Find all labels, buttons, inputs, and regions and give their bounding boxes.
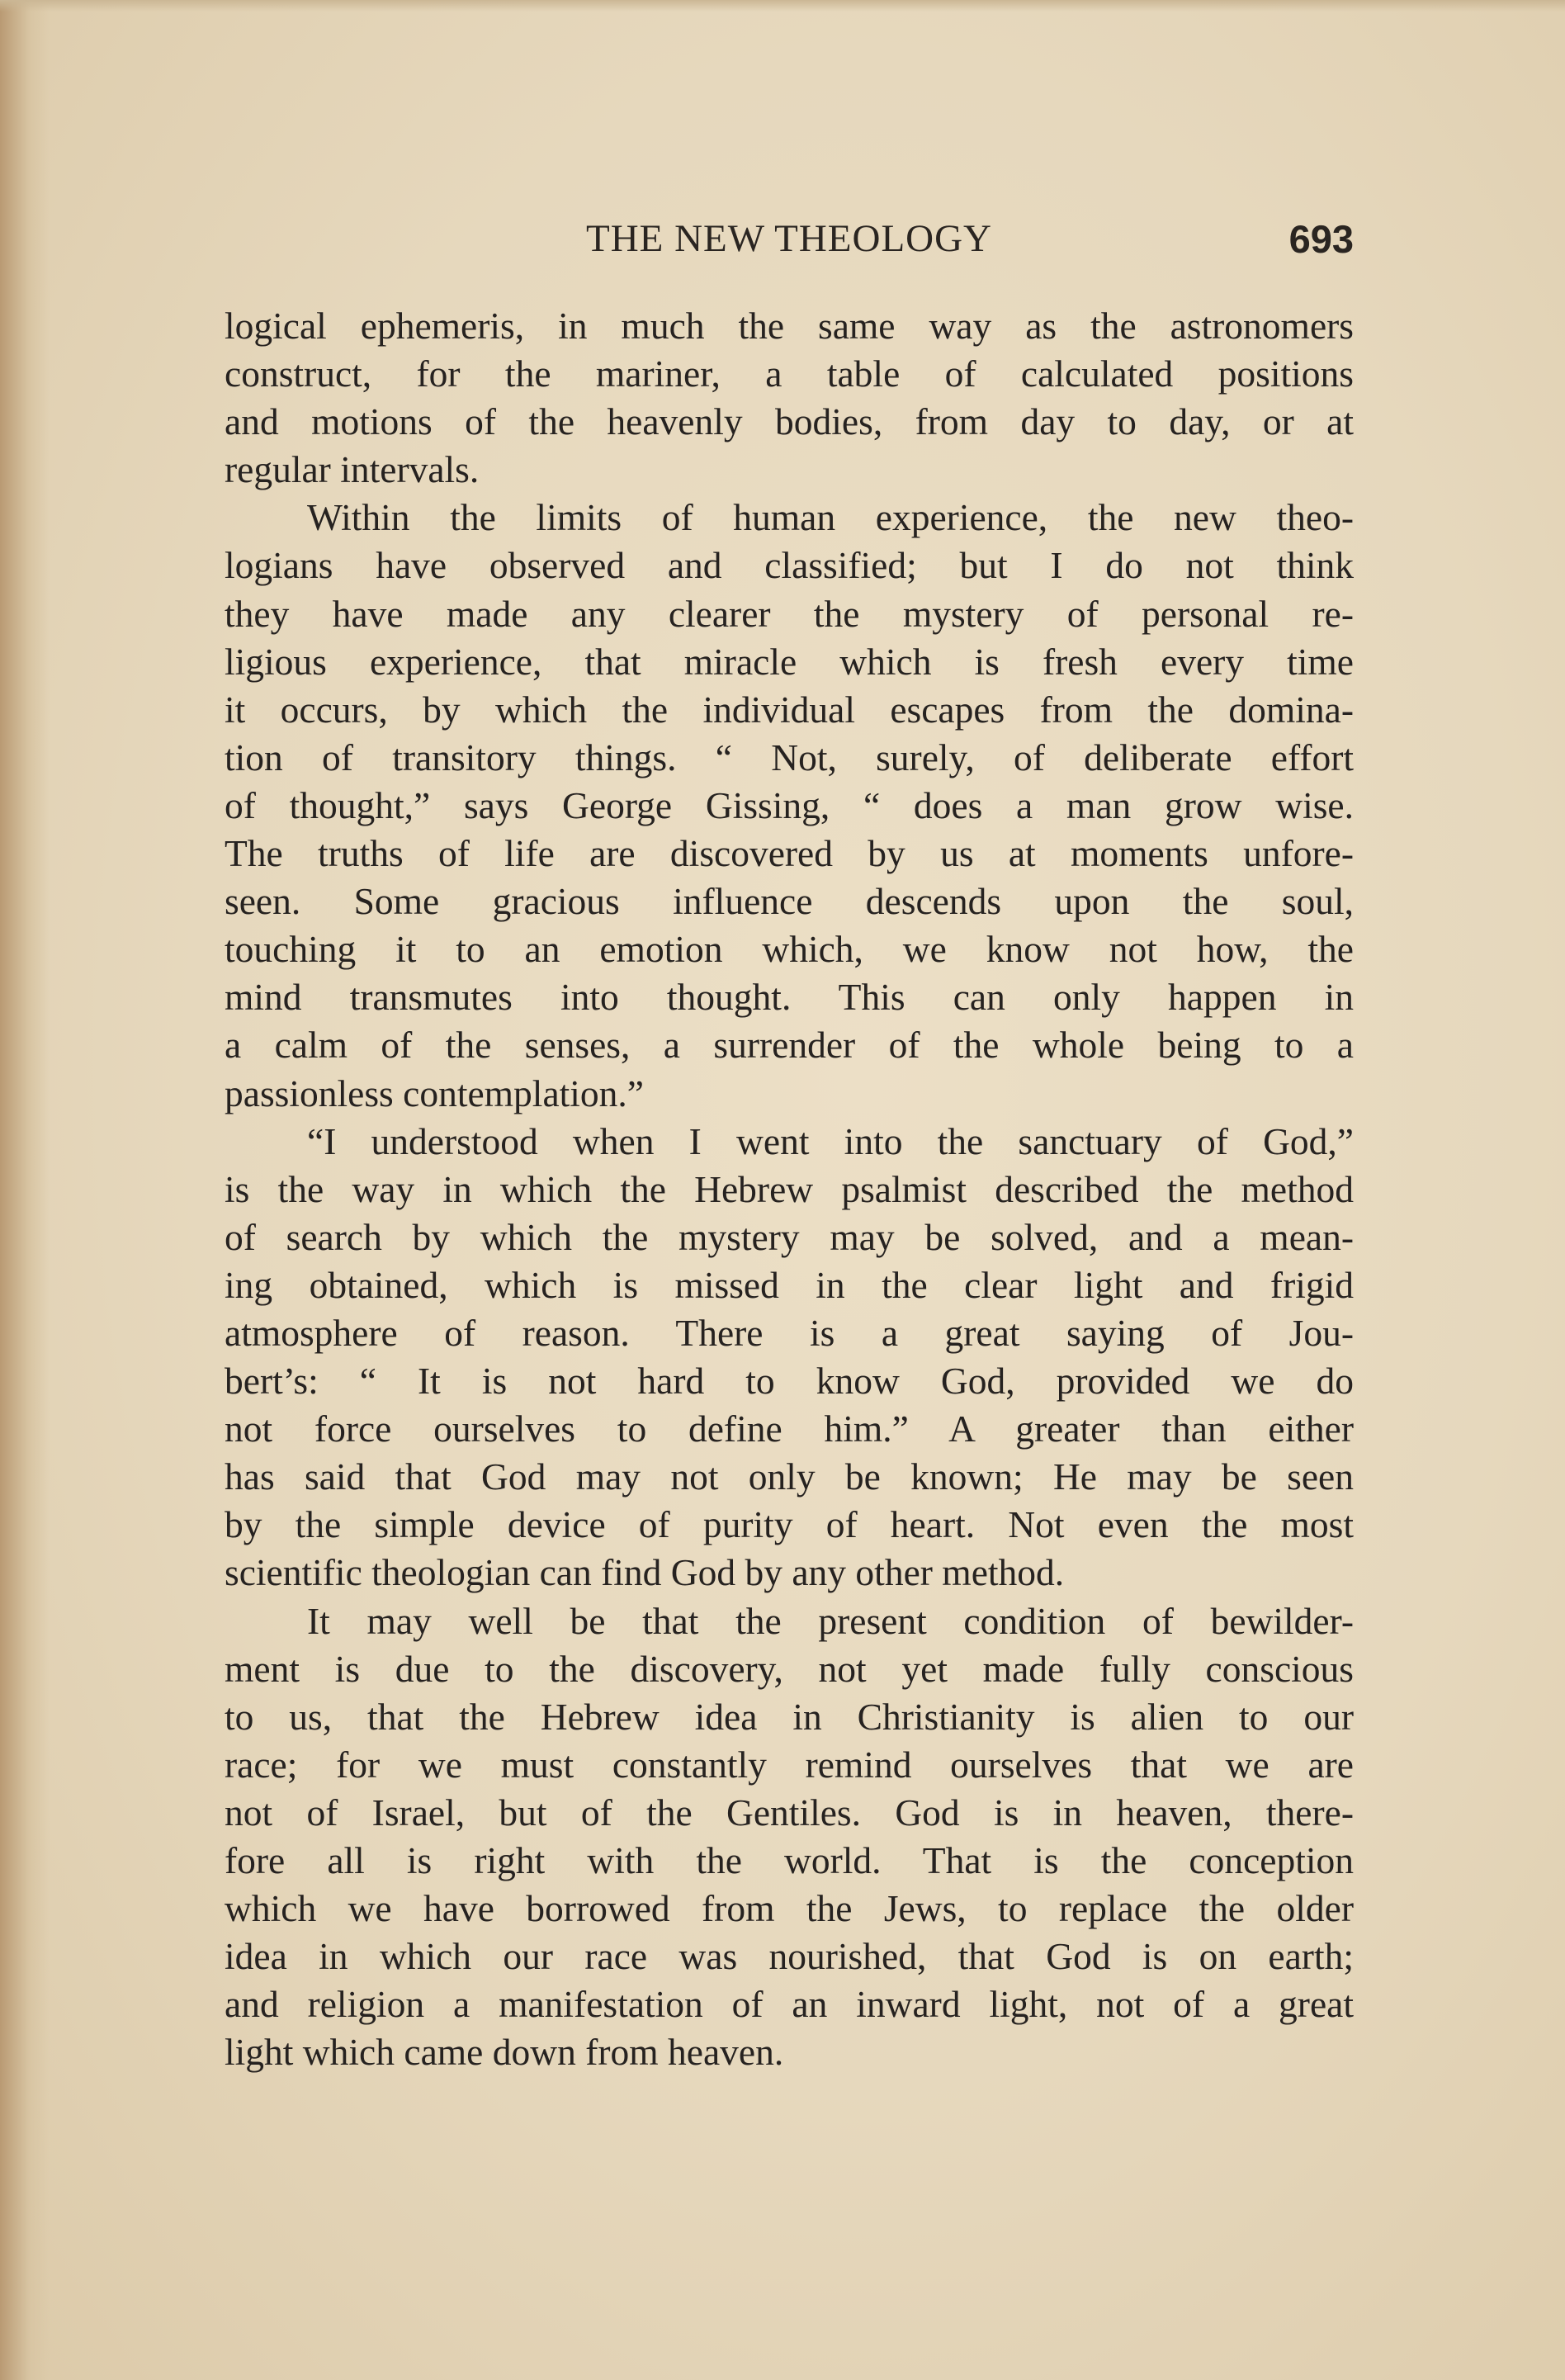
text-line: is the way in which the Hebrew psalmist described the method bbox=[225, 1167, 1354, 1210]
paragraph-first-line: Within the limits of human experience, the new theo- bbox=[307, 496, 1354, 539]
text-line: construct, for the mariner, a table of calculated positions bbox=[225, 353, 1354, 395]
paragraph-first-line: “I understood when I went into the sanctuary of God,” bbox=[307, 1119, 1354, 1162]
text-line: of search by which the mystery may be solved, and a mean- bbox=[225, 1215, 1354, 1258]
text-line: fore all is right with the world. That is the conception bbox=[225, 1839, 1354, 1881]
text-line: not of Israel, but of the Gentiles. God is in heaven, there- bbox=[225, 1791, 1354, 1833]
text-line: to us, that the Hebrew idea in Christianity is alien to our bbox=[225, 1695, 1354, 1738]
text-line: ment is due to the discovery, not yet made fully conscious bbox=[225, 1647, 1354, 1690]
text-line: of thought,” says George Gissing, “ does a man grow wise. bbox=[225, 783, 1354, 826]
text-line: race; for we must constantly remind ourselves that we are bbox=[225, 1743, 1354, 1786]
text-line: and motions of the heavenly bodies, from day to day, or at bbox=[225, 400, 1354, 443]
spine-shadow bbox=[0, 0, 50, 2380]
text-line: ligious experience, that miracle which is fresh every time bbox=[225, 640, 1354, 683]
text-line: light which came down from heaven. bbox=[225, 2031, 784, 2074]
body-text bbox=[225, 302, 1354, 2076]
text-line: logical ephemeris, in much the same way as the astronomers bbox=[225, 305, 1354, 347]
paragraph-first-line: It may well be that the present condition of bewilder- bbox=[307, 1599, 1354, 1642]
running-title: THE NEW THEOLOGY bbox=[585, 217, 992, 260]
running-head bbox=[225, 216, 1354, 274]
text-line: touching it to an emotion which, we know not how, the bbox=[225, 928, 1354, 971]
text-line: has said that God may not only be known; He may be seen bbox=[225, 1455, 1354, 1498]
text-line: not force ourselves to define him.” A greater than either bbox=[225, 1408, 1354, 1450]
text-line: and religion a manifestation of an inward light, not of a great bbox=[225, 1983, 1354, 2026]
text-line: which we have borrowed from the Jews, to replace the older bbox=[225, 1887, 1354, 1930]
text-line: logians have observed and classified; but I do not think bbox=[225, 544, 1354, 587]
text-line: regular intervals. bbox=[225, 448, 480, 491]
text-line: The truths of life are discovered by us at moments unfore- bbox=[225, 832, 1354, 875]
text-line: seen. Some gracious influence descends upon the soul, bbox=[225, 880, 1354, 923]
text-line: by the simple device of purity of heart. Not even the most bbox=[225, 1503, 1354, 1546]
text-line: bert’s: “ It is not hard to know God, provided we do bbox=[225, 1360, 1354, 1403]
page-top-edge bbox=[0, 0, 1565, 12]
text-line: they have made any clearer the mystery of personal re- bbox=[225, 592, 1354, 635]
text-line: atmosphere of reason. There is a great saying of Jou- bbox=[225, 1311, 1354, 1354]
text-line: scientific theologian can find God by any other method. bbox=[225, 1551, 1065, 1594]
text-line: a calm of the senses, a surrender of the whole being to a bbox=[225, 1024, 1354, 1067]
text-line: it occurs, by which the individual escapes from the domina- bbox=[225, 688, 1354, 731]
page-number: 693 bbox=[1288, 217, 1354, 261]
text-line: idea in which our race was nourished, that God is on earth; bbox=[225, 1935, 1354, 1978]
text-line: passionless contemplation.” bbox=[225, 1072, 644, 1114]
text-line: ing obtained, which is missed in the clear light and frigid bbox=[225, 1263, 1354, 1306]
text-line: mind transmutes into thought. This can only happen in bbox=[225, 976, 1354, 1019]
text-line: tion of transitory things. “ Not, surely, of deliberate effort bbox=[225, 736, 1354, 778]
